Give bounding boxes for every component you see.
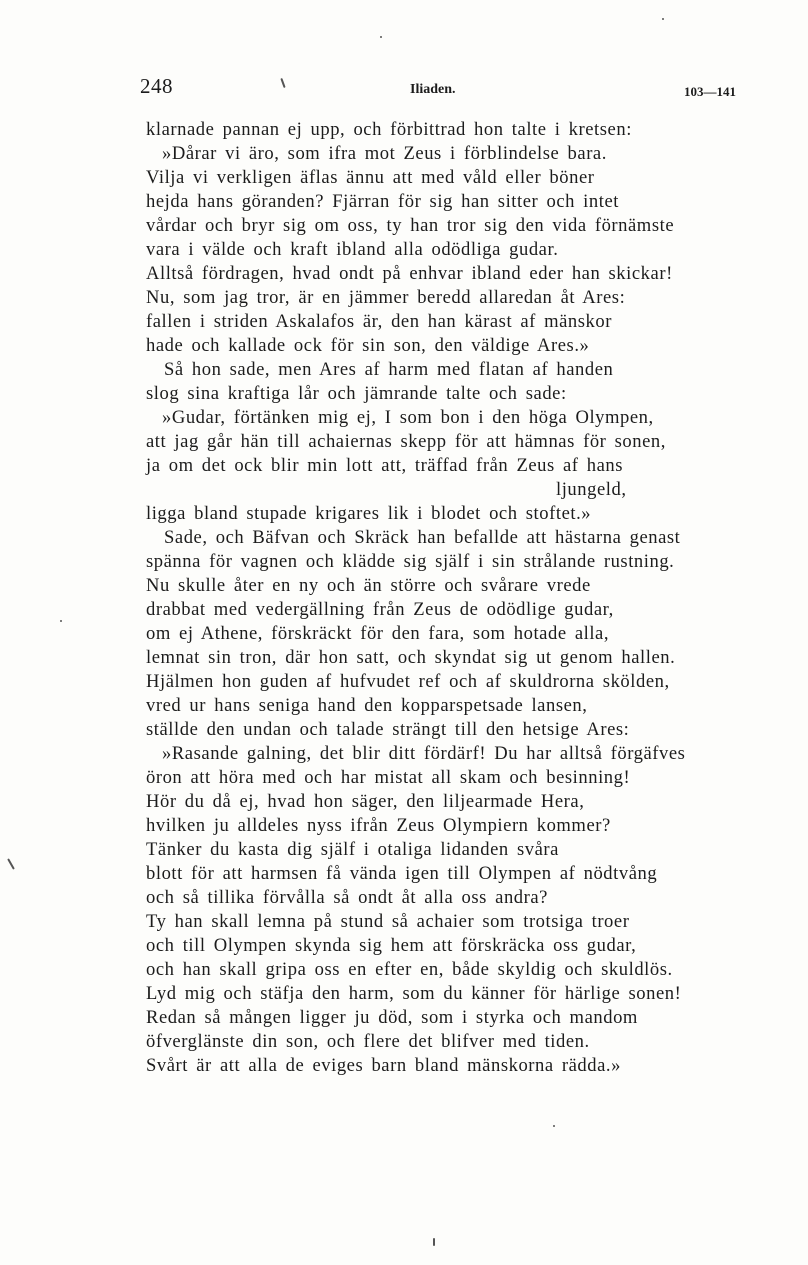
text-line: fallen i striden Askalafos är, den han kärast af mänskor <box>146 311 612 332</box>
text-line: och till Olympen skynda sig hem att förskräcka oss gudar, <box>146 935 637 956</box>
text-line: hejda hans göranden? Fjärran för sig han sitter och intet <box>146 191 619 212</box>
scan-speck <box>60 620 62 622</box>
text-line: klarnade pannan ej upp, och förbittrad hon talte i kretsen: <box>146 119 632 140</box>
scan-speck <box>662 18 664 20</box>
text-line: ja om det ock blir min lott att, träffad från Zeus af hans <box>146 455 624 476</box>
text-line: ljungeld, <box>556 479 627 500</box>
scan-speck <box>433 1238 435 1246</box>
text-line: »Rasande galning, det blir ditt fördärf! Du har alltså förgäfves <box>162 743 686 764</box>
text-line: Sade, och Bäfvan och Skräck han befallde att hästarna genast <box>164 527 681 548</box>
text-line: slog sina kraftiga lår och jämrande talte och sade: <box>146 383 567 404</box>
text-line: drabbat med vedergällning från Zeus de odödlige gudar, <box>146 599 614 620</box>
text-line: Lyd mig och stäfja den harm, som du känner för härlige sonen! <box>146 983 682 1004</box>
text-line: ställde den undan och talade strängt till den hetsige Ares: <box>146 719 630 740</box>
text-line: Nu, som jag tror, är en jämmer beredd allaredan åt Ares: <box>146 287 626 308</box>
scan-speck <box>553 1125 555 1127</box>
text-line: Så hon sade, men Ares af harm med flatan af handen <box>164 359 614 380</box>
text-line: vred ur hans seniga hand den kopparspetsade lansen, <box>146 695 588 716</box>
text-line: och han skall gripa oss en efter en, både skyldig och skuldlös. <box>146 959 673 980</box>
text-line: Ty han skall lemna på stund så achaier som trotsiga troer <box>146 911 630 932</box>
text-line: Nu skulle åter en ny och än större och svårare vrede <box>146 575 591 596</box>
page-number: 248 <box>140 74 173 98</box>
text-line: vårdar och bryr sig om oss, ty han tror sig den vida förnämste <box>146 215 675 236</box>
text-line: att jag går hän till achaiernas skepp för att hämnas för sonen, <box>146 431 666 452</box>
text-line: om ej Athene, förskräckt för den fara, som hotade alla, <box>146 623 610 644</box>
text-line: Redan så mången ligger ju död, som i styrka och mandom <box>146 1007 638 1028</box>
text-line: och så tillika förvålla så ondt åt alla oss andra? <box>146 887 548 908</box>
line-range: 103—141 <box>684 84 736 99</box>
running-title: Iliaden. <box>410 82 456 97</box>
text-line: hvilken ju alldeles nyss ifrån Zeus Olympiern kommer? <box>146 815 611 836</box>
text-line: ligga bland stupade krigares lik i blodet och stoftet.» <box>146 503 592 524</box>
scan-speck <box>380 36 382 38</box>
text-line: hade och kallade ock för sin son, den väldige Ares.» <box>146 335 590 356</box>
text-line: blott för att harmsen få vända igen till Olympen af nödtvång <box>146 863 658 884</box>
text-line: Alltså fördragen, hvad ondt på enhvar ibland eder han skickar! <box>146 263 673 284</box>
text-line: Vilja vi verkligen äflas ännu att med våld eller böner <box>146 167 595 188</box>
text-line: spänna för vagnen och klädde sig själf i sin strålande rustning. <box>146 551 675 572</box>
text-line: öron att höra med och har mistat all skam och besinning! <box>146 767 631 788</box>
scan-speck <box>7 858 15 869</box>
text-line: öfverglänste din son, och flere det blifver med tiden. <box>146 1031 590 1052</box>
text-line: Svårt är att alla de eviges barn bland mänskorna rädda.» <box>146 1055 621 1076</box>
text-line: »Dårar vi äro, som ifra mot Zeus i förblindelse bara. <box>162 143 607 164</box>
text-line: lemnat sin tron, där hon satt, och skyndat sig ut genom hallen. <box>146 647 676 668</box>
text-line: »Gudar, förtänken mig ej, I som bon i den höga Olympen, <box>162 407 654 428</box>
text-line: Tänker du kasta dig själf i otaliga lidanden svåra <box>146 839 559 860</box>
page-header <box>140 74 740 104</box>
text-line: Hör du då ej, hvad hon säger, den liljearmade Hera, <box>146 791 585 812</box>
text-line: vara i välde och kraft ibland alla odödliga gudar. <box>146 239 559 260</box>
text-line: Hjälmen hon guden af hufvudet ref och af skuldrorna skölden, <box>146 671 670 692</box>
